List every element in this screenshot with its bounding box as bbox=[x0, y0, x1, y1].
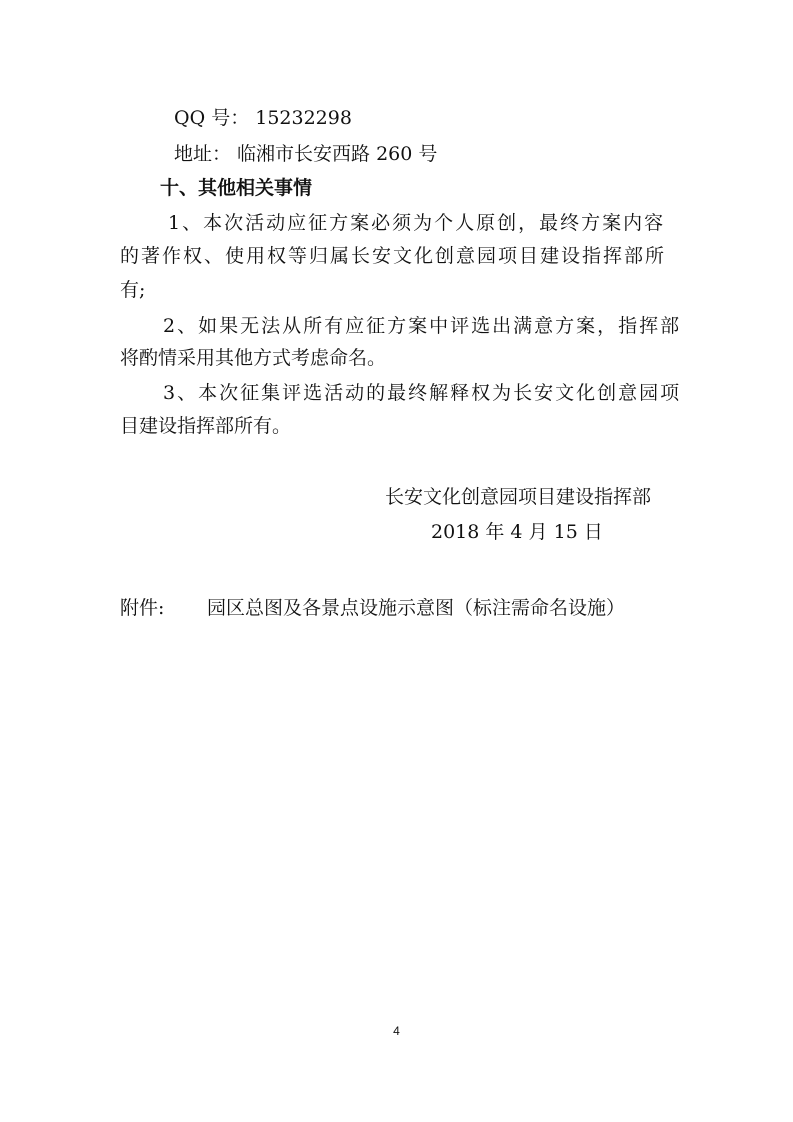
item1-line3: 有; bbox=[120, 279, 146, 301]
signature-organization: 长安文化创意园项目建设指挥部 bbox=[385, 486, 652, 508]
page-number: 4 bbox=[393, 1024, 400, 1038]
section-heading: 十、其他相关事情 bbox=[160, 177, 313, 199]
signature-date: 2018 年 4 月 15 日 bbox=[431, 521, 603, 543]
item1-line1: 1、本次活动应征方案必须为个人原创，最终方案内容 bbox=[168, 212, 666, 234]
item3-line1: 3、本次征集评选活动的最终解释权为长安文化创意园项 bbox=[163, 382, 682, 404]
address-line: 地址： 临湘市长安西路 260 号 bbox=[174, 143, 438, 165]
item1-line2: 的著作权、使用权等归属长安文化创意园项目建设指挥部所 bbox=[120, 245, 667, 267]
item3-line2: 目建设指挥部所有。 bbox=[120, 415, 292, 437]
attachment-text: 园区总图及各景点设施示意图（标注需命名设施） bbox=[207, 597, 626, 619]
attachment-label: 附件: bbox=[120, 597, 165, 619]
item2-line1: 2、如果无法从所有应征方案中评选出满意方案，指挥部 bbox=[163, 315, 682, 337]
qq-line: QQ 号： 15232298 bbox=[174, 107, 352, 129]
item2-line2: 将酌情采用其他方式考虑命名。 bbox=[120, 347, 387, 369]
